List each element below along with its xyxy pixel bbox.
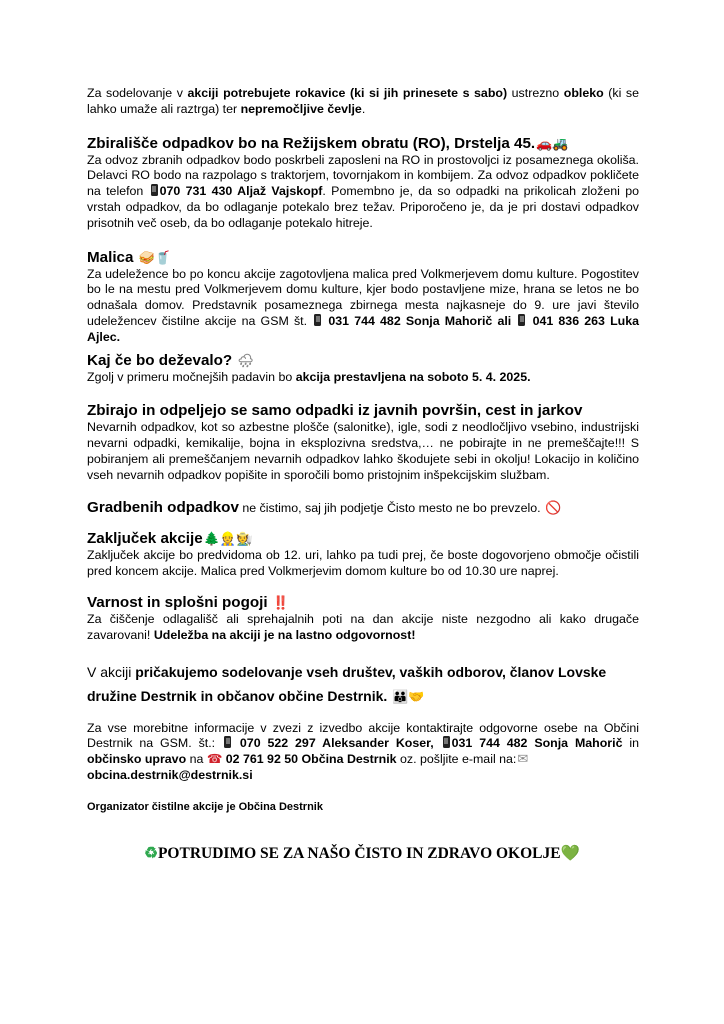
phone-contact: 070 731 430 Aljaž Vajskopf [159,184,323,199]
participation-paragraph [87,660,639,708]
section-heading-collection-point [87,134,639,153]
mobile-phone-icon [224,736,231,748]
heading-text: Zaključek akcije [87,530,203,548]
family-handshake-icon: 👪🤝 [392,688,425,704]
document-body [87,86,639,816]
telephone-icon: ☎ [206,752,223,767]
text-bold: obleko [563,86,604,100]
section-heading-public-waste: Zbirajo in odpeljejo se samo odpadki iz javnih površin, cest in jarkov [87,402,583,420]
contact-paragraph [87,721,639,784]
email-link[interactable]: obcina.destrnik@destrnik.si [87,767,253,782]
recycle-icon: ♻ [144,845,158,862]
text: . Pomembno je, da so odpadki na prikolicah zloženi po vrstah odpadkov, da bo odlaganje potekalo brez težav. Priporočeno je, da je pri dostavi odpadkov prisotnih več oseb, da bo odlaganje potekalo hitreje. [87,184,639,230]
mobile-phone-icon [518,314,525,326]
text-bold: Udeležba na akciji je na lastno odgovornost! [153,627,416,642]
tree-workers-icon: 🌲👷🧑‍🌾 [203,531,253,547]
text: Za odvoz zbranih odpadkov bodo poskrbeli zaposleni na RO in prostovoljci iz posameznega okoliša. Delavci RO bodo na razpolago s traktorjem, tovornjakom in kombijem. Za odvoz odpadkov pokličete na telefon [87,152,639,199]
sandwich-drink-icon: 🥪🥤 [138,249,172,265]
phone-contact: 031 744 482 Sonja Mahorič ali [328,313,512,328]
safety-paragraph [87,612,639,644]
text: Za vse morebitne informacije v zvezi z izvedbo akcije kontaktirajte odgovorne osebe na Občini Destrnik na GSM. št.: [87,720,639,751]
text-bold: akciji potrebujete rokavice (ki si jih prinesete s sabo) [187,86,508,100]
construction-waste-line [87,500,639,517]
section-heading-closing [87,529,639,548]
double-exclamation-icon: ‼️ [272,594,289,610]
collection-paragraph [87,153,639,232]
text: na [186,752,207,767]
slogan-text: POTRUDIMO SE ZA NAŠO ČISTO IN ZDRAVO OKOLJE [157,845,561,862]
prohibited-icon: 🚫 [545,499,562,515]
text: oz. pošljite e-mail na: [396,752,517,767]
hazardous-paragraph: Nevarnih odpadkov, kot so azbestne plošče (salonitke), igle, sodi z neodločljivo vsebino, industrijski nevarni odpadki, kemikalije, bojna in eksplozivna sredstva,… ne pobirajte in ne premeščajte!!! S pobiranjem ali premeščanjem nevarnih odpadkov lahko škodujete sebi in okolju! Lokacijo in količino vseh nevarnih odpadkov popišite in sporočili bomo pristojnim inšpekcijskim službam. [87,420,639,482]
email-icon: ✉ [517,751,529,767]
phone-contact: 041 836 263 Luka Ajlec. [87,313,640,344]
text: (ki se lahko umaže ali raztrga) ter [87,86,640,116]
phone-contact: 031 744 482 Sonja Mahorič [451,736,623,751]
snack-paragraph [87,267,639,346]
text: in [622,736,640,751]
mobile-phone-icon [314,314,321,326]
text: Za sodelovanje v [87,86,188,100]
text: Za udeležence bo po koncu akcije zagotovljena malica pred Volkmerjevem domu kulture. Pogostitev bo le na mestu pred Volkmerjevem domu kulture, kjer bodo postavljene mize, hrana se letos ne bo odnašala domov. Predstavnik posameznega zbirnega mesta najkasneje do 9. ure javi število udeležencev čistilne akcije na GSM št. [87,266,639,328]
text: Zgolj v primeru močnejših padavin bo [87,369,296,384]
car-tractor-icon: 🚗🚜 [536,135,569,151]
section-heading-safety [87,593,639,612]
rain-cloud-icon: 🌧 [237,352,254,368]
phone-contact: 070 522 297 Aleksander Koser, [239,736,441,751]
organizer-text: Organizator čistilne akcije je Občina Destrnik [87,800,323,813]
text-bold: občinsko upravo [87,752,187,767]
closing-paragraph: Zaključek akcije bo predvidoma ob 12. uri, lahko pa tudi prej, če boste dogovorjeno območje očistili pred koncem akcije. Malica pred Volkmerjevim domom kulture bo od 10.30 ure naprej. [87,548,639,579]
intro-paragraph [87,86,639,118]
text-bold: pričakujemo sodelovanje vseh društev, vaških odborov, članov Lovske družine Destrnik in občanov občine Destrnik. [87,663,607,704]
text-bold: akcija prestavljena na soboto 5. 4. 2025. [295,369,531,384]
text: ustrezno [507,86,564,100]
text: Za čiščenje odlagališč ali sprehajalnih poti na dan akcije niste nezgodno ali kako drugače zavarovani! [87,611,639,642]
text: . [361,101,366,116]
rain-paragraph [87,370,639,386]
heading-text: Gradbenih odpadkov [87,498,239,516]
section-heading-rain [87,351,639,370]
text-bold: nepremočljive čevlje [240,101,362,116]
section-heading-snack [87,248,639,267]
heading-text: Kaj če bo deževalo? [87,351,233,369]
heading-text: Malica [87,248,134,266]
mobile-phone-icon [151,184,158,196]
text: ne čistimo, saj jih podjetje Čisto mesto ne bo prevzelo. [238,500,541,515]
heading-text: Zbirališče odpadkov bo na Režijskem obratu (RO), Drstelja 45. [87,134,536,152]
slogan [0,844,724,863]
heading-text: Varnost in splošni pogoji [87,593,268,611]
green-heart-icon: 💚 [560,845,580,862]
mobile-phone-icon [443,736,450,748]
text: V akciji [87,663,136,680]
phone-contact: 02 761 92 50 Občina Destrnik [225,752,397,767]
organizer-line [87,800,639,816]
